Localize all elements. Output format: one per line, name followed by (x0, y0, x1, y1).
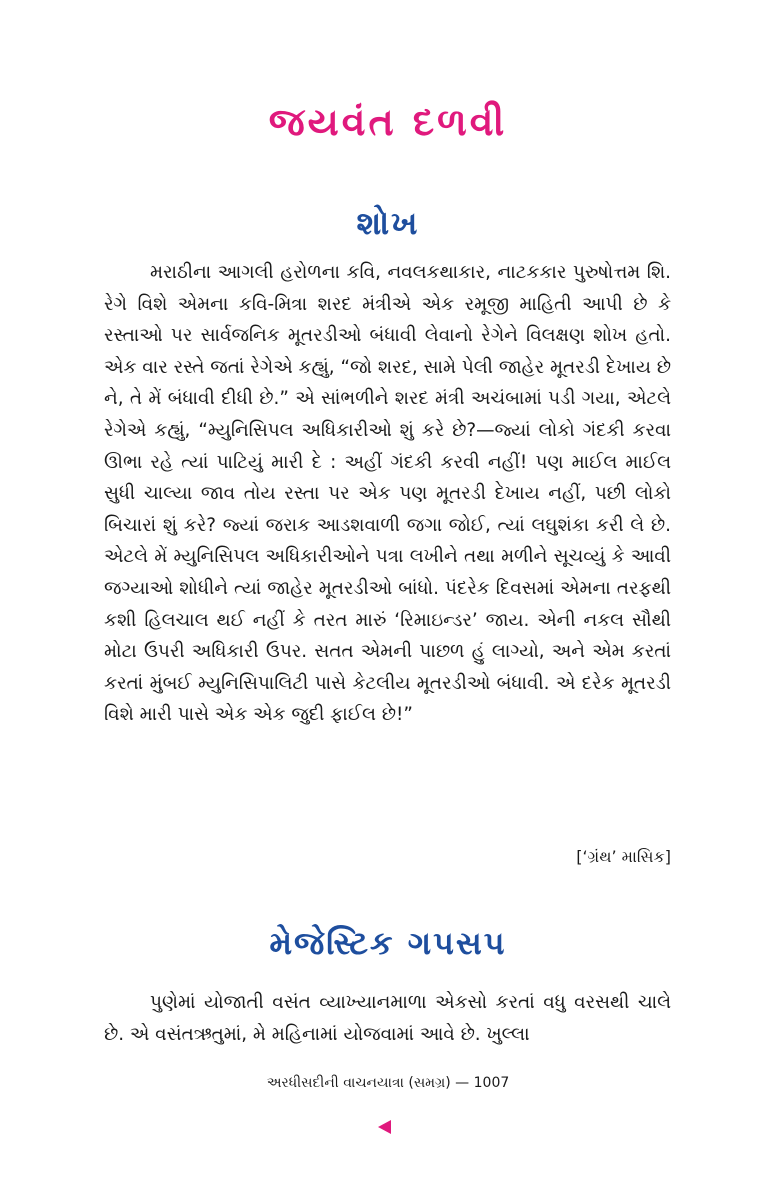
section-body-shokh: મરાઠીના આગલી હરોળના કવિ, નવલકથાકાર, નાટકકાર પુરુષોત્તમ શિ. રેગે વિશે એમના કવિ-મિત્રા શરદ મંત્રીએ એક રમૂજી માહિતી આપી છે કે રસ્તાઓ પર સાર્વજનિક મૂતરડીઓ બંધાવી લેવાનો રેગેને વિલક્ષણ શોખ હતો. એક વાર રસ્તે જતાં રેગેએ કહ્યું, “જો શરદ, સામે પેલી જાહેર મૂતરડી દેખાય છે ને, તે મેં બંધાવી દીધી છે.” એ સાંભળીને શરદ મંત્રી અચંબામાં પડી ગયા, એટલે રેગેએ કહ્યું, “મ્યુનિસિપલ અધિકારીઓ શું કરે છે?—જ્યાં લોકો ગંદકી કરવા ઊભા રહે ત્યાં પાટિયું મારી દે : અહીં ગંદકી કરવી નહીં! પણ માઈલ માઈલ સુધી ચાલ્યા જાવ તોય રસ્તા પર એક પણ મૂતરડી દેખાય નહીં, પછી લોકો બિચારાં શું કરે? જ્યાં જરાક આડશવાળી જગા જોઈ, ત્યાં લઘુશંકા કરી લે છે. એટલે મેં મ્યુનિસિપલ અધિકારીઓને પત્રા લખીને તથા મળીને સૂચવ્યું કે આવી જગ્યાઓ શોધીને ત્યાં જાહેર મૂતરડીઓ બાંધો. પંદરેક દિવસમાં એમના તરફથી કશી હિલચાલ થઈ નહીં કે તરત મારું ‘રિમાઇન્ડર’ જાય. એની નકલ સૌથી મોટા ઉપરી અધિકારી ઉપર. સતત એમની પાછળ હું લાગ્યો, અને એમ કરતાં કરતાં મુંબઈ મ્યુનિસિપાલિટી પાસે કેટલીય મૂતરડીઓ બંધાવી. એ દરેક મૂતરડી વિશે મારી પાસે એક એક જુદી ફાઈલ છે!” (104, 262, 671, 726)
source-citation: [‘ગ્રંથ’ માસિક] (576, 847, 671, 866)
section-title-majestic-gapsap: મેજેસ્ટિક ગપસપ (269, 924, 507, 962)
page-footer: અરધીસદીની વાચનયાત્રા (સમગ્ર) — 1007 (266, 1075, 510, 1091)
triangle-left-icon[interactable] (378, 1120, 391, 1134)
section-title-shokh: શોખ (356, 204, 420, 242)
section-body-majestic-gapsap: પુણેમાં યોજાતી વસંત વ્યાખ્યાનમાળા એકસો કરતાં વધુ વરસથી ચાલે છે. એ વસંતઋતુમાં, મે મહિનામાં યોજવામાં આવે છે. ખુલ્લા (104, 992, 671, 1045)
author-title: જયવંત દળવી (268, 100, 508, 144)
